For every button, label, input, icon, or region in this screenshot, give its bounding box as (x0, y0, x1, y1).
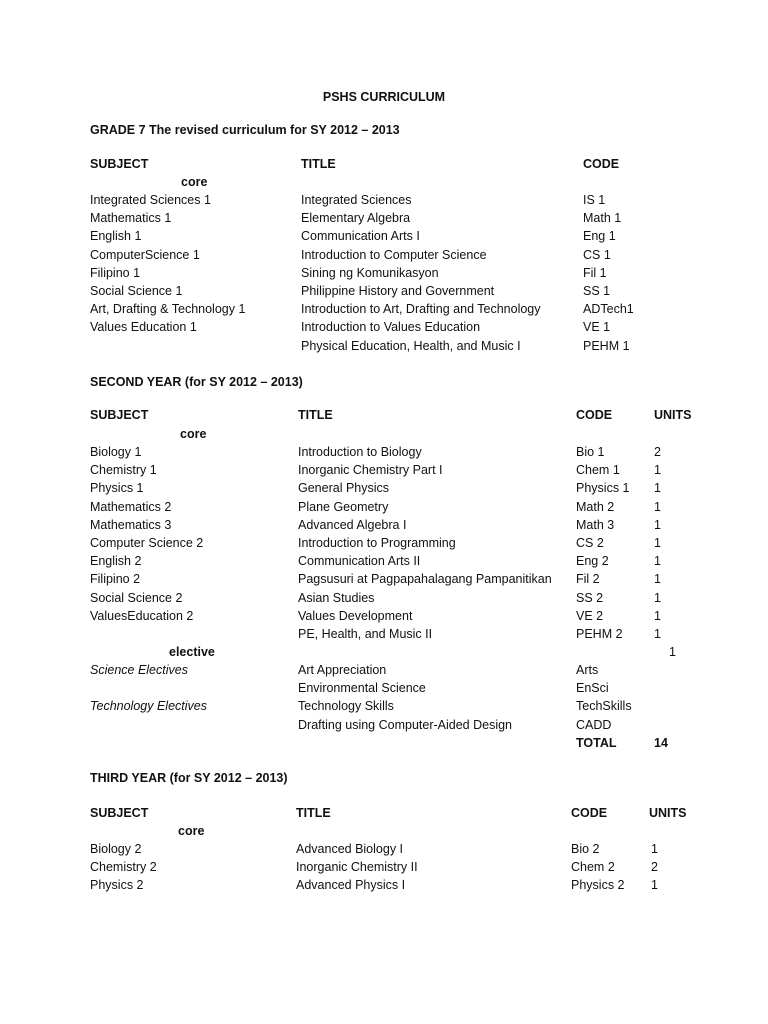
cell-title: Communication Arts I (301, 229, 420, 244)
cell-title: Technology Skills (298, 699, 394, 714)
cell-units: 1 (654, 481, 661, 496)
cell-subject: Social Science 2 (90, 590, 183, 605)
cell-code: CS 2 (576, 536, 604, 550)
cell-subject: Computer Science 2 (90, 536, 204, 550)
cell-subject: Biology 2 (90, 842, 142, 856)
second-year-total-label: TOTAL (576, 736, 617, 750)
cell-title: Sining ng Komunikasyon (301, 265, 439, 280)
cell-title: Introduction to Programming (298, 536, 456, 550)
cell-title: Asian Studies (298, 590, 375, 605)
cell-title: Elementary Algebra (301, 211, 411, 226)
cell-title: Philippine History and Government (301, 284, 495, 298)
cell-subject: Biology 1 (90, 445, 142, 459)
cell-code: Chem 2 (571, 860, 615, 875)
cell-units: 2 (654, 445, 661, 459)
cell-subject: Filipino 2 (90, 572, 141, 587)
third-year-group-core: core (178, 824, 205, 838)
cell-code: CS 1 (583, 247, 611, 262)
cell-units: 1 (654, 499, 661, 514)
third-year-header-title: TITLE (296, 806, 331, 820)
cell-code: Physics 2 (571, 878, 625, 893)
cell-units: 1 (654, 517, 661, 532)
second-year-header-code: CODE (576, 408, 613, 422)
third-year-heading: THIRD YEAR (for SY 2012 – 2013) (90, 771, 288, 785)
second-year-group-elective: elective (169, 645, 215, 659)
cell-subject: Chemistry 2 (90, 860, 157, 875)
third-year-header-subject: SUBJECT (90, 806, 149, 820)
cell-code: Math 2 (576, 499, 615, 514)
grade7-header-title: TITLE (301, 157, 336, 171)
cell-title: Advanced Biology I (296, 842, 404, 856)
cell-title: Introduction to Values Education (301, 320, 481, 335)
cell-subject: Filipino 1 (90, 265, 141, 280)
second-year-elective-units: 1 (669, 645, 676, 659)
cell-subject: Physics 2 (90, 878, 144, 893)
cell-units: 1 (651, 842, 658, 856)
cell-title: Plane Geometry (298, 499, 389, 514)
cell-subject: English 2 (90, 554, 142, 569)
cell-code: Math 3 (576, 517, 615, 532)
cell-units: 1 (651, 878, 658, 893)
second-year-header-title: TITLE (298, 408, 333, 422)
cell-title: Values Development (298, 608, 413, 623)
cell-units: 1 (654, 627, 661, 641)
cell-subject: Integrated Sciences 1 (90, 193, 211, 207)
grade7-header-subject: SUBJECT (90, 157, 149, 171)
cell-units: 1 (654, 463, 661, 478)
cell-subject: Technology Electives (90, 699, 207, 714)
cell-code: SS 1 (583, 284, 611, 298)
cell-code: VE 1 (583, 320, 611, 335)
cell-units: 1 (654, 590, 661, 605)
cell-title: Advanced Physics I (296, 878, 406, 893)
cell-subject: Values Education 1 (90, 320, 197, 335)
cell-title: Inorganic Chemistry II (296, 860, 418, 875)
cell-code: Fil 1 (583, 265, 607, 280)
cell-title: Drafting using Computer-Aided Design (298, 717, 512, 732)
cell-title: Inorganic Chemistry Part I (298, 463, 443, 478)
grade7-heading: GRADE 7 The revised curriculum for SY 2012 – 2013 (90, 123, 400, 137)
document-title: PSHS CURRICULUM (322, 90, 446, 104)
cell-subject: Mathematics 3 (90, 517, 172, 532)
cell-code: Math 1 (583, 211, 622, 226)
second-year-header-units: UNITS (654, 408, 692, 422)
cell-subject: Science Electives (90, 663, 188, 677)
cell-code: PEHM 2 (576, 627, 623, 641)
grade7-header-code: CODE (583, 157, 620, 171)
cell-title: Introduction to Biology (298, 445, 422, 459)
cell-title: Environmental Science (298, 681, 426, 696)
cell-code: IS 1 (583, 193, 606, 207)
second-year-group-core: core (180, 427, 207, 441)
second-year-heading: SECOND YEAR (for SY 2012 – 2013) (90, 375, 303, 389)
cell-title: General Physics (298, 481, 390, 496)
cell-code: Eng 2 (576, 554, 609, 569)
cell-title: Introduction to Computer Science (301, 247, 487, 262)
cell-title: Communication Arts II (298, 554, 421, 569)
cell-title: Introduction to Art, Drafting and Technology (301, 302, 541, 317)
cell-code: Eng 1 (583, 229, 616, 244)
cell-title: Integrated Sciences (301, 193, 412, 207)
cell-title: Art Appreciation (298, 663, 387, 677)
cell-code: Chem 1 (576, 463, 620, 478)
cell-code: Fil 2 (576, 572, 600, 587)
cell-title: Physical Education, Health, and Music I (301, 338, 521, 353)
second-year-header-subject: SUBJECT (90, 408, 149, 422)
cell-units: 1 (654, 554, 661, 569)
third-year-header-code: CODE (571, 806, 608, 820)
cell-title: Pagsusuri at Pagpapahalagang Pampanitikan (298, 572, 552, 587)
cell-subject: Physics 1 (90, 481, 144, 496)
cell-code: TechSkills (576, 699, 632, 714)
cell-units: 1 (654, 572, 661, 587)
cell-title: PE, Health, and Music II (298, 627, 433, 641)
cell-units: 2 (651, 860, 658, 875)
cell-code: Arts (576, 663, 599, 677)
cell-subject: Art, Drafting & Technology 1 (90, 302, 246, 317)
cell-code: Bio 2 (571, 842, 600, 856)
cell-code: VE 2 (576, 608, 604, 623)
cell-code: ADTech1 (583, 302, 634, 317)
cell-subject: English 1 (90, 229, 142, 244)
third-year-header-units: UNITS (649, 806, 687, 820)
cell-subject: ValuesEducation 2 (90, 608, 194, 623)
cell-code: CADD (576, 717, 612, 732)
cell-code: Physics 1 (576, 481, 630, 496)
cell-subject: Mathematics 1 (90, 211, 172, 226)
cell-subject: ComputerScience 1 (90, 247, 200, 262)
grade7-group-core: core (181, 175, 208, 189)
cell-title: Advanced Algebra I (298, 517, 407, 532)
cell-subject: Mathematics 2 (90, 499, 172, 514)
cell-code: SS 2 (576, 590, 604, 605)
second-year-total-value: 14 (654, 736, 668, 750)
cell-units: 1 (654, 536, 661, 550)
cell-code: EnSci (576, 681, 609, 696)
cell-code: PEHM 1 (583, 338, 630, 353)
cell-subject: Chemistry 1 (90, 463, 157, 478)
cell-code: Bio 1 (576, 445, 605, 459)
cell-subject: Social Science 1 (90, 284, 183, 298)
cell-units: 1 (654, 608, 661, 623)
